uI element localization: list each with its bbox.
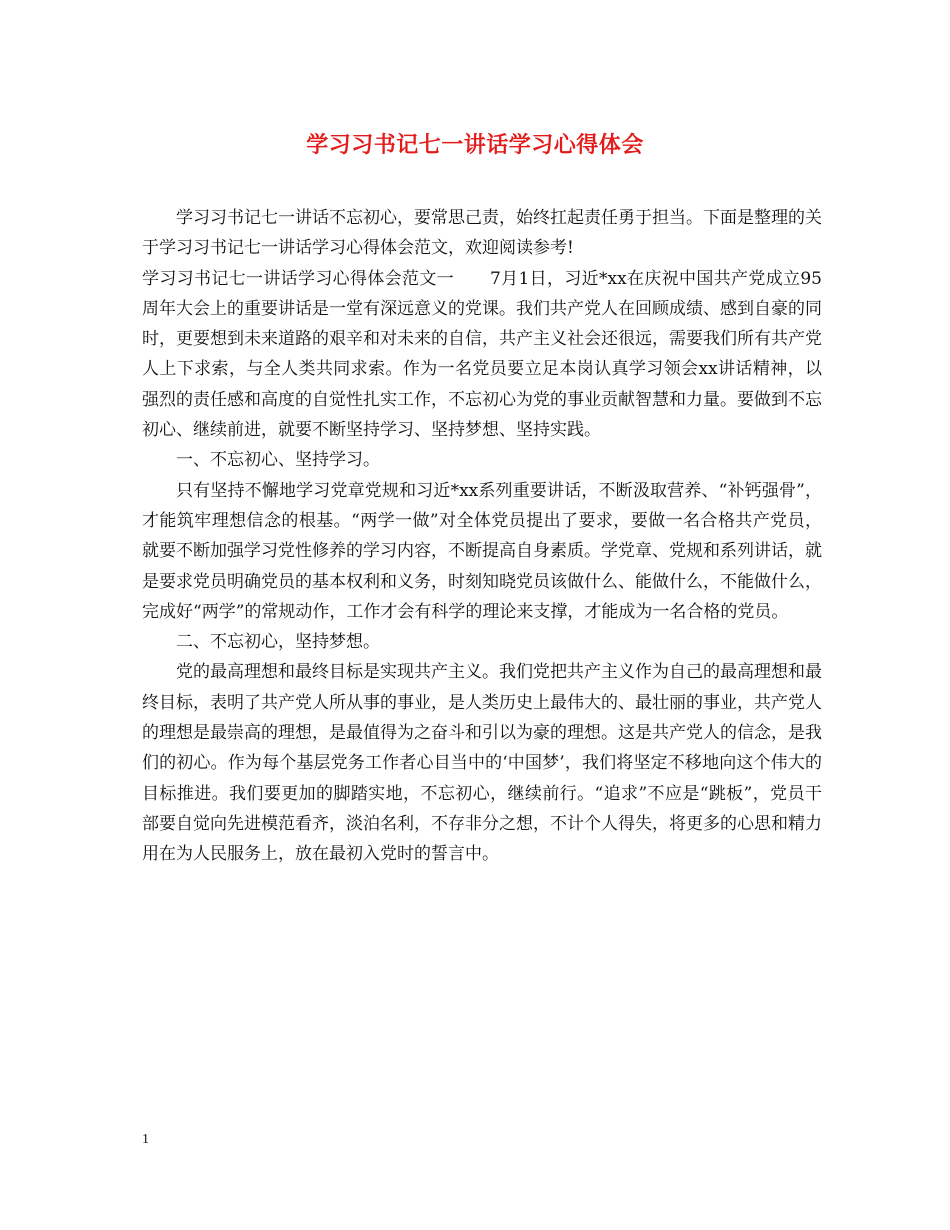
section1-heading: 一、不忘初心、坚持学习。 bbox=[176, 450, 380, 471]
sample-heading: 学习习书记七一讲话学习心得体会范文一 bbox=[142, 268, 455, 289]
document-title: 学习习书记七一讲话学习心得体会 bbox=[306, 132, 644, 158]
sample-paragraph bbox=[142, 264, 822, 446]
section2-paragraph: 党的最高理想和最终目标是实现共产主义。我们党把共产主义作为自己的最高理想和最终目标，表明了共产党人所从事的事业，是人类历史上最伟大的、最壮丽的事业，共产党人的理想是最崇高的理想，是最值得为之奋斗和引以为豪的理想。这是共产党人的信念，是我们的初心。作为每个基层党务工作者心目当中的‘中国梦’，我们将坚定不移地向这个伟大的目标推进。我们要更加的脚踏实地，不忘初心，继续前行。“追求”不应是“跳板”，党员干部要自觉向先进模范看齐，淡泊名利，不存非分之想，不计个人得失，将更多的心思和精力用在为人民服务上，放在最初入党时的誓言中。 bbox=[142, 662, 822, 865]
sample-body: 7月1日，习近*xx在庆祝中国共产党成立95周年大会上的重要讲话是一堂有深远意义的党课。我们共产党人在回顾成绩、感到自豪的同时，更要想到未来道路的艰辛和对未来的自信，共产主义社会还很远，需要我们所有共产党人上下求索，与全人类共同求索。作为一名党员要立足本岗认真学习领会xx讲话精神，以强烈的责任感和高度的自觉性扎实工作，不忘初心为党的事业贡献智慧和力量。要做到不忘初心、继续前进，就要不断坚持学习、坚持梦想、坚持实践。 bbox=[142, 268, 822, 441]
page-number: 1 bbox=[142, 1132, 149, 1147]
intro-paragraph: 学习习书记七一讲话不忘初心，要常思己责，始终扛起责任勇于担当。下面是整理的关于学习习书记七一讲话学习心得体会范文，欢迎阅读参考! bbox=[142, 208, 822, 259]
section1-paragraph: 只有坚持不懈地学习党章党规和习近*xx系列重要讲话，不断汲取营养、“补钙强骨”，才能筑牢理想信念的根基。“两学一做”对全体党员提出了要求，要做一名合格共产党员，就要不断加强学习党性修养的学习内容，不断提高自身素质。学党章、党规和系列讲话，就是要求党员明确党员的基本权利和义务，时刻知晓党员该做什么、能做什么，不能做什么，完成好“两学”的常规动作，工作才会有科学的理论来支撑，才能成为一名合格的党员。 bbox=[142, 480, 822, 622]
section2-heading: 二、不忘初心，坚持梦想。 bbox=[176, 632, 380, 653]
document-body bbox=[142, 203, 822, 870]
